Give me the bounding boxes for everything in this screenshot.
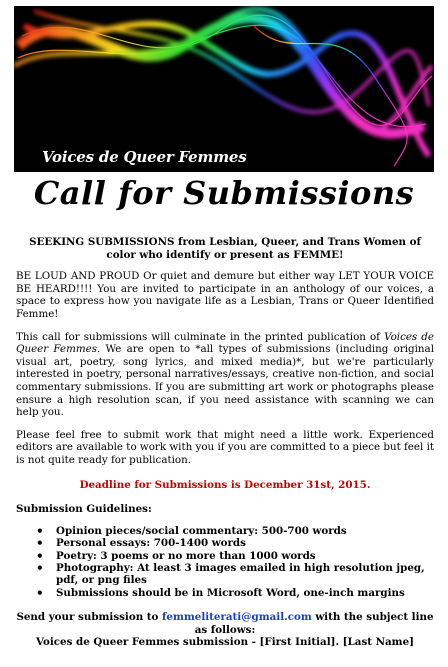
send-text-pre: Send your submission to [16,611,162,624]
guidelines-list [34,525,434,599]
page-title: Call for Submissions [33,174,415,212]
publication-paragraph [16,331,434,419]
publication-text-pre: This call for submissions will culminate in the printed publication of [16,330,385,343]
guideline-item: • Submissions should be in Microsoft Word, one-inch margins [34,587,434,599]
guideline-item: • Opinion pieces/social commentary: 500-700 words [34,525,434,537]
rainbow-smoke-banner [14,6,434,172]
guideline-item: • Photography: At least 3 images emailed in high resolution jpeg, pdf, or png files [34,562,434,587]
guideline-item: • Poetry: 3 poems or no more than 1000 words [34,550,434,562]
publication-text-post: . We are open to *all types of submissions (including original visual art, poetry, song lyrics, and mixed media)*, but we're particularly interested in poetry, personal narratives/essays, creative non-fiction, and social commentary submissions. If you are submitting art work or photographs please ensure a high resolution scan, if you need assistance with scanning we can help you. [16,343,434,419]
guideline-item: • Personal essays: 700-1400 words [34,537,434,549]
deadline-notice: Deadline for Submissions is December 31st, 2015. [79,478,371,491]
submission-instructions [16,611,434,636]
publication-title: Voices de Queer Femmes [16,330,434,356]
editors-paragraph: Please feel free to submit work that might need a little work. Experienced editors are available to work with you if you are committed to a piece but feel it is not quite ready for publication. [16,428,434,466]
intro-paragraph: BE LOUD AND PROUD Or quiet and demure but either way LET YOUR VOICE BE HEARD!!!! You are invited to participate in an anthology of our voices, a space to express how you navigate life as a Lesbian, Trans or Queer Identified Femme! [16,270,434,320]
seeking-statement: SEEKING SUBMISSIONS from Lesbian, Queer, and Trans Women of color who identify or present as FEMME! [29,236,421,261]
email-link[interactable]: femmeliterati@gmail.com [162,611,312,624]
banner-title: Voices de Queer Femmes [42,148,247,166]
guidelines-heading: Submission Guidelines: [16,503,152,516]
subject-line: Voices de Queer Femmes submission - [First Initial]. [Last Name] [35,636,415,649]
send-text-post: with the subject line as follows: [194,611,434,636]
document-body [16,236,434,649]
